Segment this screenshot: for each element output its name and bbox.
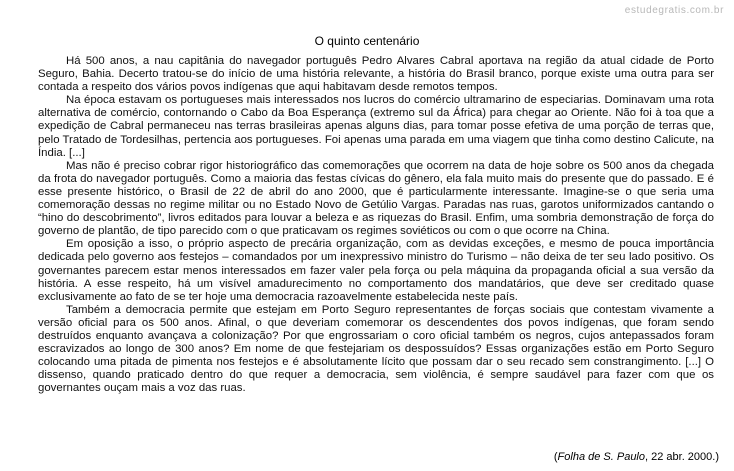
source-citation — [554, 451, 719, 463]
paragraph-5: Também a democracia permite que estejam em Porto Seguro representantes de forças sociais que contestam vivamente a versão oficial para os 500 anos. Afinal, o que deveriam comemorar os descendentes dos povos indígenas, que foram sendo destruídos enquanto avançava a colonização? Por que engrossariam o coro oficial também os negros, cujos antepassados foram escravizados ao longo de 300 anos? Em nome de que festejariam os despossuídos? Essas organizações estão em Porto Seguro colocando uma pitada de pimenta nos festejos e é absolutamente lícito que possam dar o seu recado sem constrangimento. [...] O dissenso, quando praticado dentro do que requer a democracia, sem violência, é sempre saudável para fazer com que os governantes ouçam mais a voz das ruas. — [38, 303, 714, 395]
citation-date: , 22 abr. 2000.) — [645, 451, 719, 463]
article-title: O quinto centenário — [314, 34, 420, 48]
paragraph-4: Em oposição a isso, o próprio aspecto de precária organização, com as devidas exceções, e mesmo de pouca importância dedicada pelo governo aos festejos – comandados por um inexpressivo ministro do Turismo – não deixa de ter seu lado positivo. Os governantes parecem estar menos interessados em fazer valer pela força ou pela máquina da propaganda oficial a sua versão da história. A esse respeito, há um visível amadurecimento no comportamento dos mandatários, que deve ser creditado quase exclusivamente ao fato de se ter hoje uma democracia razoavelmente estabelecida neste país. — [38, 238, 714, 303]
paragraph-3: Mas não é preciso cobrar rigor historiográfico das comemorações que ocorrem na data de hoje sobre os 500 anos da chegada da frota do navegador português. Como a maioria das festas cívicas do gênero, ela fala muito mais do presente que do passado. E é esse presente histórico, o Brasil de 22 de abril do ano 2000, que é particularmente interessante. Imagine-se o que seria uma comemoração dessas no regime militar ou no Estado Novo de Getúlio Vargas. Paradas nas ruas, garotos uniformizados cantando o “hino do descobrimento”, livros editados para louvar a beleza e as riquezas do Brasil. Enfim, uma sombria demonstração de força do governo de plantão, de tipo parecido com o que praticavam os regimes soviéticos ou com o que ocorre na China. — [38, 159, 714, 238]
publication-name: Folha de S. Paulo — [557, 451, 645, 463]
paragraph-1: Há 500 anos, a nau capitânia do navegador português Pedro Alvares Cabral aportava na região da atual cidade de Porto Seguro, Bahia. Decerto tratou-se do início de uma história relevante, a história do Brasil branco, porque existe uma outra para ser contada a respeito dos vários povos indígenas que aqui habitavam desde remotos tempos. — [38, 55, 714, 94]
citation-open: ( — [553, 451, 558, 463]
paragraph-2: Na época estavam os portugueses mais interessados nos lucros do comércio ultramarino de especiarias. Dominavam uma rota alternativa de comércio, contornando o Cabo da Boa Esperança (extremo sul da África) para chegar ao Oriente. Não foi à toa que a expedição de Cabral permaneceu nas terras brasileiras apenas alguns dias, para tomar posse efetiva de uma porção de terras que, pelo Tratado de Tordesilhas, pertencia aos portugueses. Foi apenas uma parada em uma viagem que tinha como destino Calicute, na Índia. [...] — [38, 94, 714, 159]
article-body — [38, 55, 714, 395]
site-watermark: estudegratis.com.br — [624, 5, 724, 16]
